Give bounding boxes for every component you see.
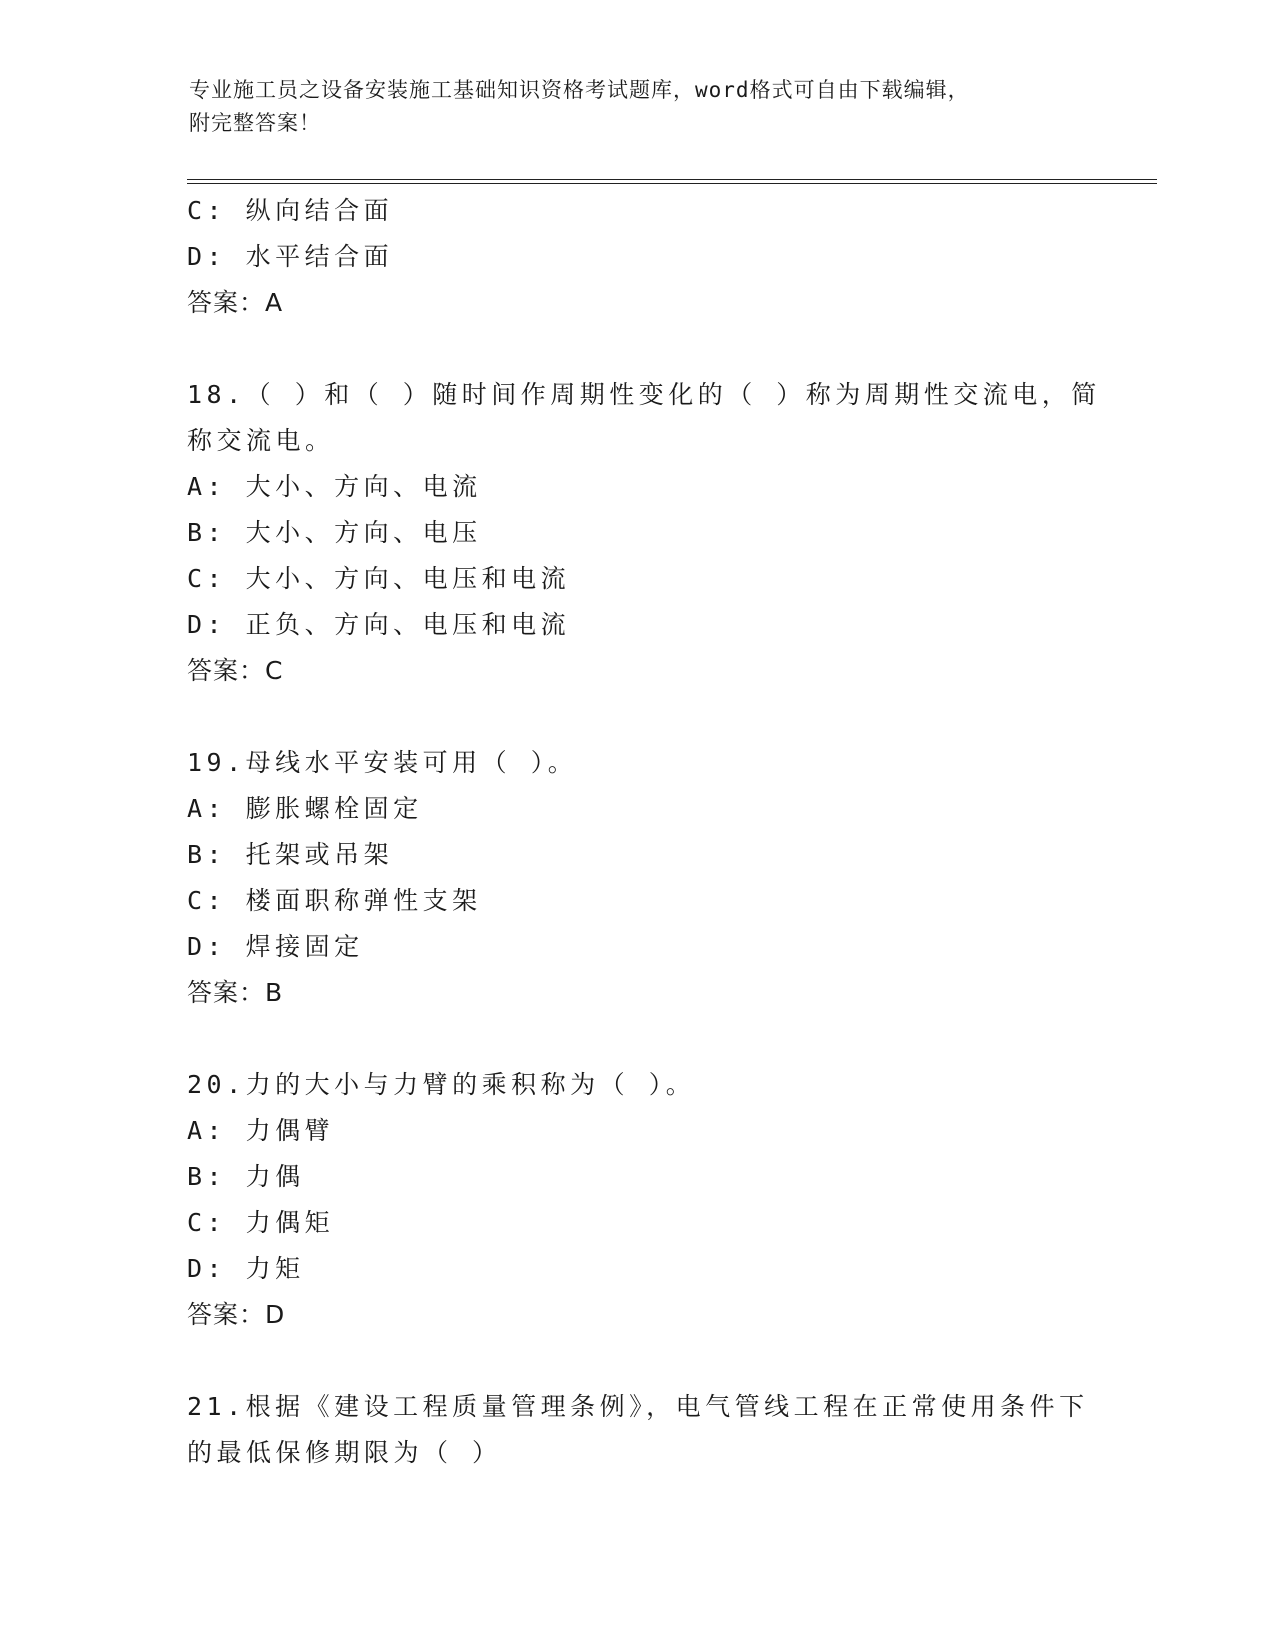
spacer <box>187 1338 1087 1384</box>
option-text: 纵向结合面 <box>245 196 394 225</box>
option-label: C: <box>187 196 227 225</box>
question-number: 18. <box>187 380 246 409</box>
header-line-1: 专业施工员之设备安装施工基础知识资格考试题库，word格式可自由下载编辑， <box>189 78 970 102</box>
option-d <box>187 234 1087 280</box>
answer-line: 答案：D <box>187 1300 286 1329</box>
spacer <box>187 1016 1087 1062</box>
option-label: B: <box>187 840 227 869</box>
option-c <box>187 556 1087 602</box>
question-text-line-2: 称交流电。 <box>187 426 335 455</box>
question-text-line-1 <box>187 1062 1087 1108</box>
option-label: D: <box>187 242 227 271</box>
question-text: （ ）和（ ）随时间作周期性变化的（ ）称为周期性交流电，简 <box>245 380 1101 409</box>
header-divider <box>187 179 1157 184</box>
option-text: 大小、方向、电流 <box>245 472 482 501</box>
option-a <box>187 464 1087 510</box>
question-block-19 <box>187 740 1087 1016</box>
header-line-2: 附完整答案！ <box>189 111 321 135</box>
option-label: A: <box>187 1116 227 1145</box>
question-number: 21. <box>187 1392 246 1421</box>
option-label: B: <box>187 1162 227 1191</box>
option-label: D: <box>187 932 227 961</box>
option-text: 楼面职称弹性支架 <box>245 886 482 915</box>
option-a <box>187 786 1087 832</box>
option-text: 力偶臂 <box>245 1116 335 1145</box>
option-text: 水平结合面 <box>245 242 394 271</box>
question-text: 母线水平安装可用（ ）。 <box>245 748 578 777</box>
option-b <box>187 510 1087 556</box>
option-text: 力矩 <box>245 1254 305 1283</box>
option-b <box>187 832 1087 878</box>
question-block-17 <box>187 188 1087 326</box>
question-text: 力的大小与力臂的乘积称为（ ）。 <box>245 1070 696 1099</box>
question-block-20 <box>187 1062 1087 1338</box>
option-text: 焊接固定 <box>245 932 364 961</box>
answer-line: 答案：C <box>187 656 284 685</box>
answer-line: 答案：B <box>187 978 284 1007</box>
question-text: 根据《建设工程质量管理条例》，电气管线工程在正常使用条件下 <box>245 1392 1089 1421</box>
option-c <box>187 1200 1087 1246</box>
option-d <box>187 924 1087 970</box>
option-text: 托架或吊架 <box>245 840 394 869</box>
option-text: 正负、方向、电压和电流 <box>245 610 571 639</box>
option-label: C: <box>187 1208 227 1237</box>
question-number: 20. <box>187 1070 246 1099</box>
question-number: 19. <box>187 748 246 777</box>
document-header <box>189 74 1089 140</box>
option-d <box>187 1246 1087 1292</box>
option-label: C: <box>187 886 227 915</box>
option-text: 膨胀螺栓固定 <box>245 794 423 823</box>
option-label: B: <box>187 518 227 547</box>
question-list <box>187 188 1101 1476</box>
question-block-21 <box>187 1384 1087 1476</box>
question-text-line-1 <box>187 740 1087 786</box>
option-a <box>187 1108 1087 1154</box>
question-block-18 <box>187 372 1101 694</box>
spacer <box>187 326 1087 372</box>
option-text: 大小、方向、电压 <box>245 518 482 547</box>
question-text-line-2: 的最低保修期限为（ ） <box>187 1438 502 1467</box>
option-b <box>187 1154 1087 1200</box>
option-label: D: <box>187 1254 227 1283</box>
option-label: A: <box>187 472 227 501</box>
option-text: 力偶 <box>245 1162 305 1191</box>
option-d <box>187 602 1087 648</box>
option-label: C: <box>187 564 227 593</box>
answer-line: 答案：A <box>187 288 284 317</box>
option-label: D: <box>187 610 227 639</box>
option-c <box>187 188 1087 234</box>
option-label: A: <box>187 794 227 823</box>
question-text-line-1 <box>187 1384 1087 1430</box>
spacer <box>187 694 1087 740</box>
option-text: 力偶矩 <box>245 1208 335 1237</box>
question-text-line-1 <box>187 372 1101 418</box>
option-text: 大小、方向、电压和电流 <box>245 564 571 593</box>
option-c <box>187 878 1087 924</box>
